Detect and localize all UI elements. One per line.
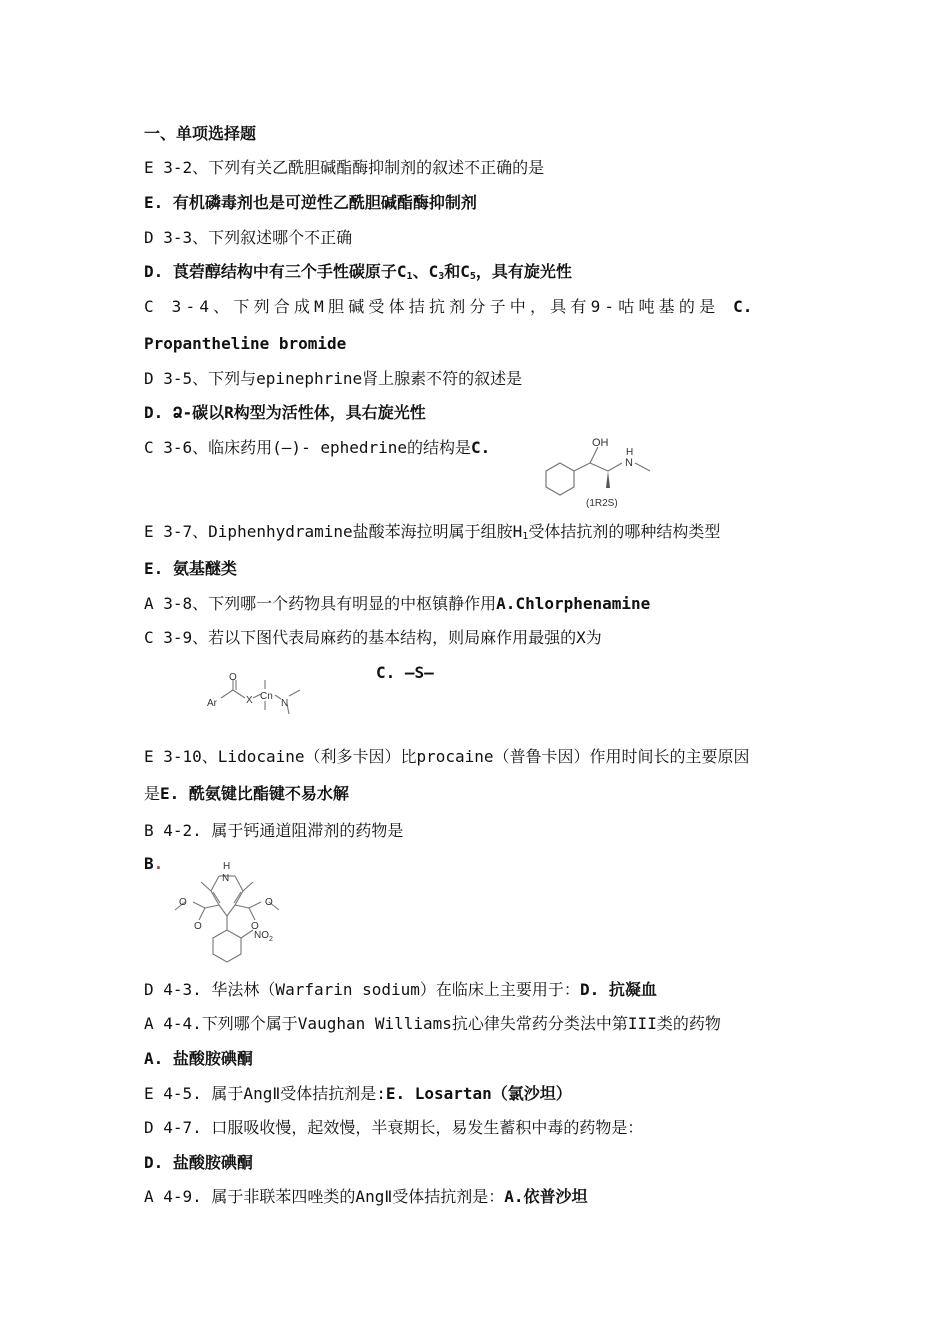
question-3-7-stem-a: E 3-7、Diphenhydramine盐酸苯海拉明属于组胺H [144, 522, 523, 541]
question-3-7-stem-b: 受体拮抗剂的哪种结构类型 [528, 522, 721, 541]
answer-4-5: E. Losartan（氯沙坦） [385, 1084, 572, 1103]
carbonyl-oxygen-label: O [229, 672, 237, 683]
answer-4-4: A. 盐酸胺碘酮 [144, 1049, 253, 1068]
question-3-3: D 3-3、下列叙述哪个不正确 [144, 228, 353, 247]
answer-3-9: C. —S— [376, 663, 434, 682]
answer-3-10: E. 酰氨键比酯键不易水解 [160, 784, 349, 803]
cn-label: Cn [260, 691, 273, 702]
subscript-1: 1 [406, 271, 413, 282]
question-4-9 [144, 1187, 588, 1207]
answer-4-7: D. 盐酸胺碘酮 [144, 1153, 253, 1172]
answer-3-3-sep: 、C [412, 262, 439, 281]
answer-3-4-prefix: C. [733, 297, 753, 316]
question-3-9: C 3-9、若以下图代表局麻药的基本结构，则局麻作用最强的X为 [144, 628, 602, 647]
question-3-10: E 3-10、Lidocaine（利多卡因）比procaine（普鲁卡因）作用时间长的主要原因 [144, 747, 750, 766]
answer-4-2-dot: . [153, 854, 164, 873]
question-4-5 [144, 1084, 572, 1104]
ephedrine-structure [540, 430, 660, 510]
subscript-h1: 1 [522, 531, 529, 542]
ester-oxygen-left-label: O [179, 897, 187, 908]
ester-oxygen-right-label: O [265, 897, 273, 908]
answer-4-2-letter: B [144, 854, 154, 873]
carbonyl-oxygen-right-label: O [251, 921, 259, 932]
nh-hydrogen-label: H [626, 447, 634, 458]
answer-3-4: Propantheline bromide [144, 334, 347, 353]
amine-nitrogen-label: N [281, 698, 289, 709]
question-4-9-stem: A 4-9. 属于非联苯四唑类的AngⅡ受体拮抗剂是： [144, 1187, 505, 1206]
carbonyl-oxygen-left-label: O [194, 921, 202, 932]
question-3-5: D 3-5、下列与epinephrine肾上腺素不符的叙述是 [144, 369, 523, 388]
answer-4-9: A.依普沙坦 [504, 1187, 588, 1206]
aryl-label: Ar [207, 698, 217, 709]
dhp-nitrogen-label: N [222, 873, 230, 884]
question-3-4 [144, 297, 752, 317]
question-4-4: A 4-4.下列哪个属于Vaughan Williams抗心律失常药分类法中第III类的药物 [144, 1014, 721, 1033]
answer-3-3-part-a: D. 莨菪醇结构中有三个手性碳原子C [144, 262, 407, 281]
nifedipine-structure [165, 858, 295, 970]
answer-3-2: E. 有机磷毒剂也是可逆性乙酰胆碱酯酶抑制剂 [144, 193, 477, 212]
subscript-5: 5 [469, 271, 476, 282]
answer-3-8: A.Chlorphenamine [496, 594, 651, 613]
question-4-5-stem: E 4-5. 属于AngⅡ受体拮抗剂是: [144, 1084, 386, 1103]
question-4-3-stem: D 4-3. 华法林（Warfarin sodium）在临床上主要用于： [144, 980, 580, 999]
question-3-6 [144, 438, 490, 458]
question-3-7 [144, 522, 720, 542]
hydroxyl-label: OH [592, 437, 609, 449]
answer-3-6: C. [471, 438, 491, 457]
question-3-4-stem: C 3-4、下列合成M胆碱受体拮抗剂分子中，具有9-咕吨基的是 [144, 297, 720, 316]
answer-3-10-line [144, 784, 349, 804]
section-title: 一、单项选择题 [144, 124, 257, 143]
question-3-8-stem: A 3-8、下列哪一个药物具有明显的中枢镇静作用 [144, 594, 497, 613]
local-anesthetic-structure [205, 670, 325, 725]
x-label: X [246, 695, 253, 706]
answer-3-3-part-b: 和C [444, 262, 470, 281]
subscript-3: 3 [438, 271, 445, 282]
question-3-10-cont: 是 [144, 784, 161, 803]
nitro-no-text: NO [254, 930, 269, 941]
question-4-7: D 4-7. 口服吸收慢，起效慢，半衰期长，易发生蓄积中毒的药物是： [144, 1118, 644, 1137]
answer-4-2 [144, 854, 163, 874]
dhp-hydrogen-label: H [223, 861, 231, 872]
answer-3-3 [144, 262, 572, 282]
answer-3-3-part-c: ，具有旋光性 [475, 262, 572, 281]
configuration-label: (1R2S) [586, 498, 618, 509]
question-3-8 [144, 594, 650, 614]
question-4-3 [144, 980, 657, 1000]
answer-3-5: D. Ձ-碳以R构型为活性体，具右旋光性 [144, 403, 426, 422]
nitro-subscript: 2 [269, 936, 273, 943]
nitrogen-label: N [625, 457, 633, 469]
answer-3-7: E. 氨基醚类 [144, 559, 237, 578]
question-3-6-stem: C 3-6、临床药用(—)- ephedrine的结构是 [144, 438, 472, 457]
answer-4-3: D. 抗凝血 [579, 980, 657, 999]
question-4-2: B 4-2. 属于钙通道阻滞剂的药物是 [144, 821, 404, 840]
question-3-2: E 3-2、下列有关乙酰胆碱酯酶抑制剂的叙述不正确的是 [144, 158, 545, 177]
nitro-label [254, 930, 273, 943]
